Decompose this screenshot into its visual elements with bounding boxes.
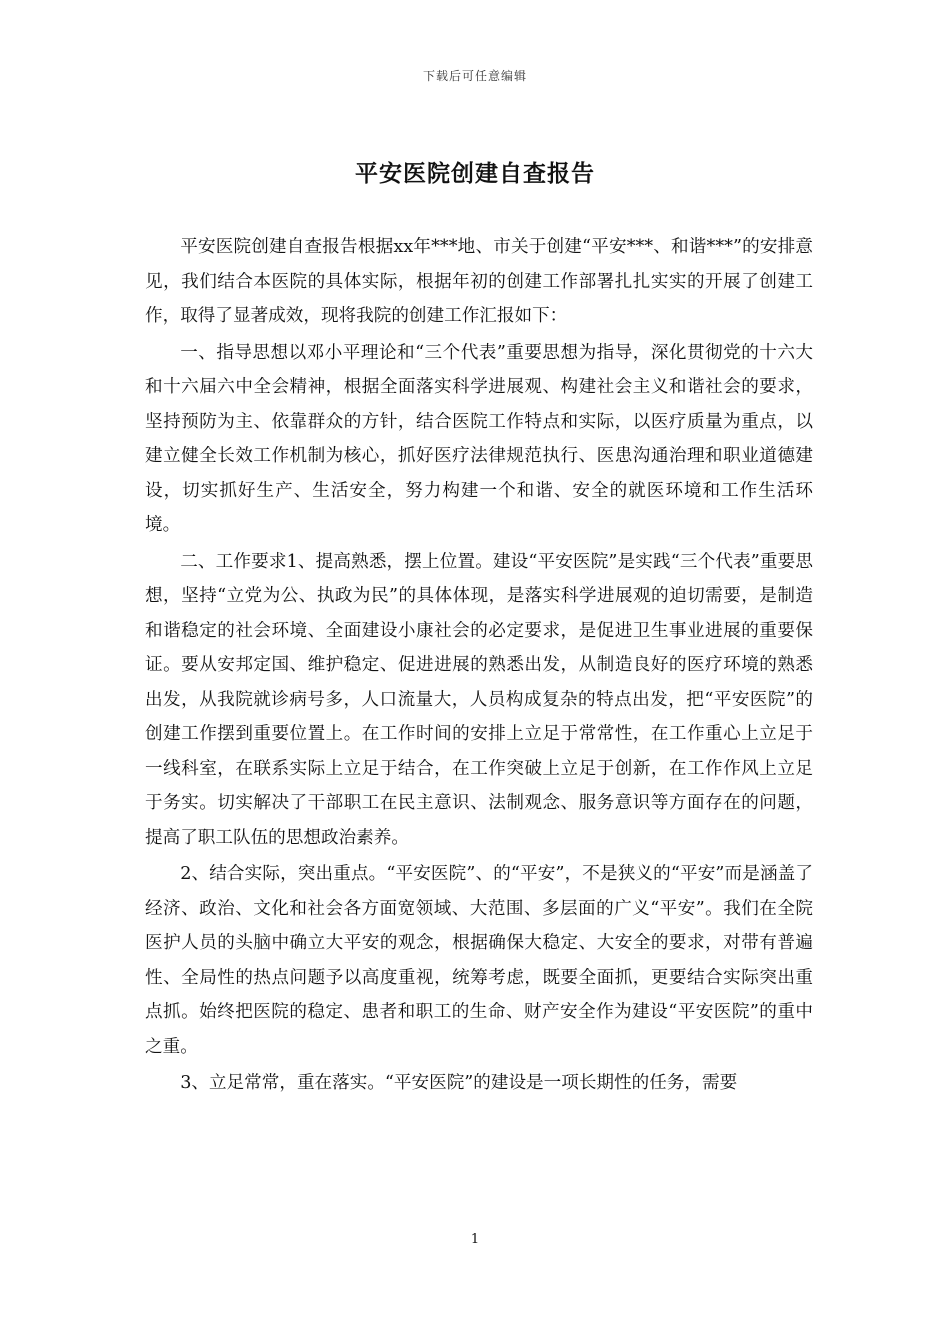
page-number: 1 <box>470 1232 480 1247</box>
document-title: 平安医院创建自查报告 <box>355 160 595 187</box>
page-header-note: 下载后可任意编辑 <box>422 69 527 83</box>
document-body <box>145 230 813 1103</box>
paragraph-work-requirements: 二、工作要求1、提高熟悉，摆上位置。建设“平安医院”是实践“三个代表”重要思想，坚持“立党为公、执政为民”的具体体现，是落实科学进展观的迫切需要，是制造和谐稳定的社会环境、全面建设小康社会的必定要求，是促进卫生事业进展的重要保证。要从安邦定国、维护稳定、促进进展的熟悉出发，从制造良好的医疗环境的熟悉出发，从我院就诊病号多，人口流量大，人员构成复杂的特点出发，把“平安医院”的创建工作摆到重要位置上。在工作时间的安排上立足于常常性，在工作重心上立足于一线科室，在联系实际上立足于结合，在工作突破上立足于创新，在工作作风上立足于务实。切实解决了干部职工在民主意识、法制观念、服务意识等方面存在的问题，提高了职工队伍的思想政治素养。 <box>145 551 813 848</box>
paragraph-implementation: 3、立足常常，重在落实。“平安医院”的建设是一项长期性的任务，需要 <box>180 1073 738 1093</box>
paragraph-focus-points: 2、结合实际，突出重点。“平安医院”、的“平安”，不是狭义的“平安”而是涵盖了经济、政治、文化和社会各方面宽领域、大范围、多层面的广义“平安”。我们在全院医护人员的头脑中确立大平安的观念，根据确保大稳定、大安全的要求，对带有普遍性、全局性的热点问题予以高度重视，统筹考虑，既要全面抓，更要结合实际突出重点抓。始终把医院的稳定、患者和职工的生命、财产安全作为建设“平安医院”的重中之重。 <box>145 864 813 1057</box>
paragraph-intro: 平安医院创建自查报告根据xx年***地、市关于创建“平安***、和谐***”的安排意见，我们结合本医院的具体实际，根据年初的创建工作部署扎扎实实的开展了创建工作，取得了显著成效，现将我院的创建工作汇报如下： <box>145 237 813 326</box>
paragraph-guiding-ideology: 一、指导思想以邓小平理论和“三个代表”重要思想为指导，深化贯彻党的十六大和十六届六中全会精神，根据全面落实科学进展观、构建社会主义和谐社会的要求，坚持预防为主、依靠群众的方针，结合医院工作特点和实际，以医疗质量为重点，以建立健全长效工作机制为核心，抓好医疗法律规范执行、医患沟通治理和职业道德建设，切实抓好生产、生活安全，努力构建一个和谐、安全的就医环境和工作生活环境。 <box>145 342 813 535</box>
